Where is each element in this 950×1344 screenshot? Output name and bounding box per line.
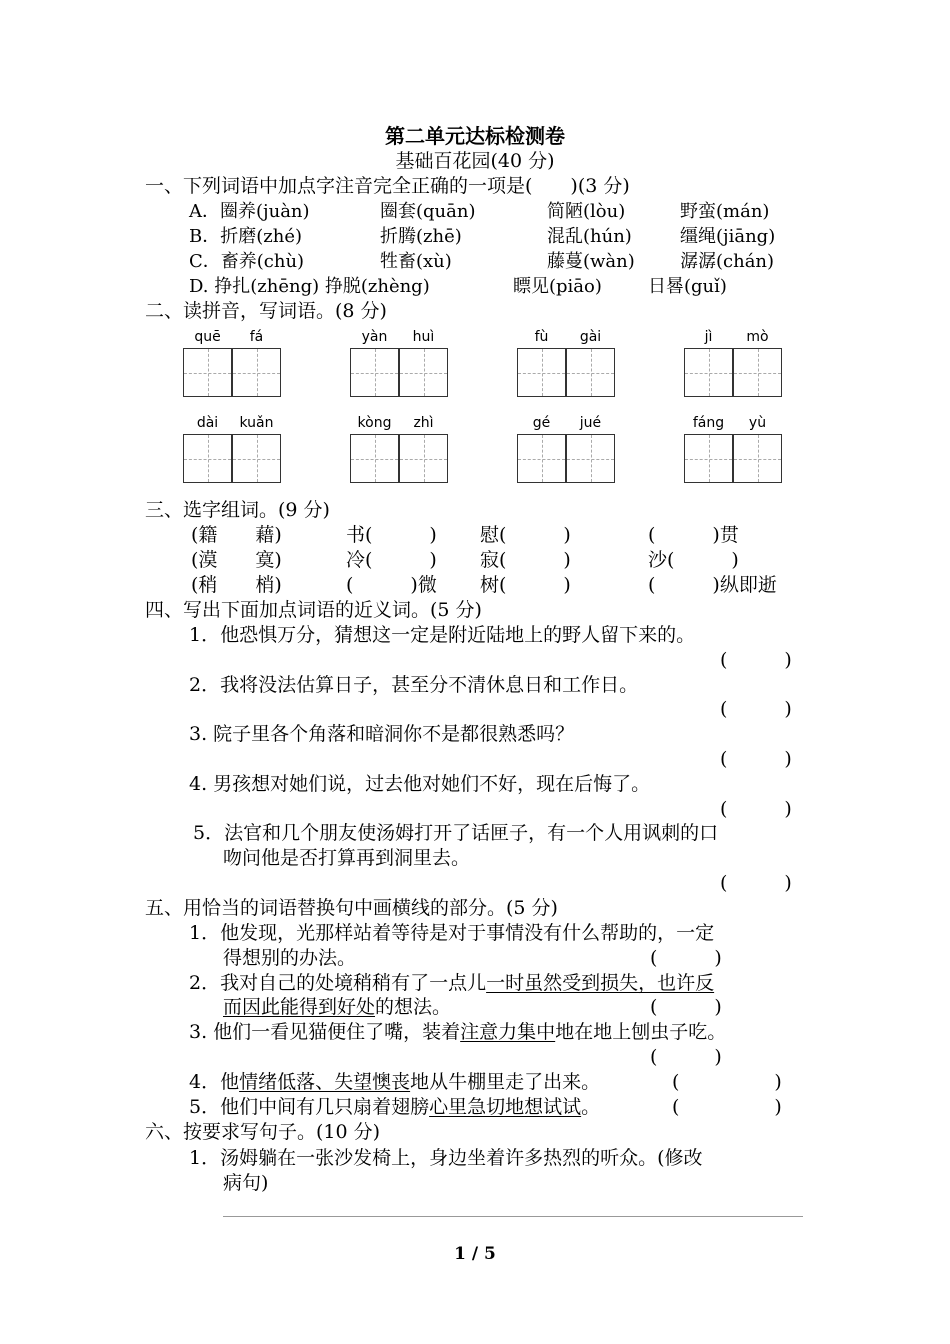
plain-text: 的想法。: [375, 996, 452, 1018]
q3-cell[interactable]: ( )纵即逝: [648, 574, 777, 596]
q3-cell: (漠 寞): [191, 549, 282, 571]
plain-text: 地从牛棚里走了出来。: [410, 1071, 601, 1093]
q3-cell[interactable]: 书( ): [346, 524, 437, 546]
q5-item-4: [189, 1073, 600, 1092]
underlined-phrase: 注意力集中: [460, 1021, 556, 1043]
q2-heading: 二、读拼音，写词语。(8 分): [145, 300, 387, 322]
writing-box[interactable]: [232, 348, 281, 397]
pinyin: yù: [748, 415, 767, 431]
q1-a-2: 圈套(quān): [380, 201, 476, 222]
plain-text: 4．他: [189, 1071, 240, 1093]
q4-item-1: 1．他恐惧万分，猜想这一定是附近陆地上的野人留下来的。: [189, 624, 696, 646]
q5-answer-4[interactable]: ( ): [672, 1071, 782, 1093]
pinyin: fáng: [692, 415, 725, 431]
underlined-phrase: 情绪低落、失望懊丧: [239, 1071, 411, 1093]
writing-box[interactable]: [232, 434, 281, 483]
writing-box[interactable]: [733, 434, 782, 483]
q4-heading: 四、写出下面加点词语的近义词。(5 分): [145, 599, 482, 621]
pinyin: yàn: [361, 329, 388, 345]
q4-answer-1[interactable]: ( ): [720, 649, 792, 671]
pinyin: zhì: [413, 415, 434, 431]
q3-cell[interactable]: ( )贯: [648, 524, 739, 546]
page-number: 1 / 5: [454, 1244, 496, 1264]
q4-item-3: 3. 院子里各个角落和暗洞你不是都很熟悉吗？: [189, 723, 575, 745]
writing-box[interactable]: [684, 348, 733, 397]
q5-answer-1[interactable]: ( ): [650, 947, 722, 969]
q1-b-1: B．折磨(zhé): [189, 226, 303, 247]
q5-answer-2[interactable]: ( ): [650, 996, 722, 1018]
q3-cell[interactable]: 冷( ): [346, 549, 437, 571]
writing-box[interactable]: [517, 348, 566, 397]
q4-item-4: 4. 男孩想对她们说，过去他对她们不好，现在后悔了。: [189, 773, 651, 795]
pinyin: mò: [746, 329, 769, 345]
writing-box[interactable]: [684, 434, 733, 483]
q6-heading: 六、按要求写句子。(10 分): [145, 1121, 381, 1143]
underlined-phrase: 心里急切地想试试: [429, 1096, 582, 1118]
pinyin: quē: [194, 329, 221, 345]
q1-b-4: 缰绳(jiāng): [680, 226, 776, 247]
writing-box[interactable]: [350, 348, 399, 397]
page-subtitle: 基础百花园(40 分): [395, 150, 555, 172]
pinyin: jì: [704, 329, 713, 345]
writing-box[interactable]: [183, 348, 232, 397]
q3-cell[interactable]: 寂( ): [480, 549, 571, 571]
q4-item-5: 5．法官和几个朋友使汤姆打开了话匣子，有一个人用讽刺的口: [193, 822, 719, 844]
q1-heading: 一、下列词语中加点字注音完全正确的一项是( )(3 分): [145, 175, 630, 197]
q3-cell[interactable]: 慰( ): [480, 524, 571, 546]
q1-a-1: A．圈养(juàn): [189, 201, 310, 222]
q1-c-3: 藤蔓(wàn): [547, 251, 635, 272]
pinyin: dài: [196, 415, 219, 431]
pinyin: fá: [249, 329, 264, 345]
pinyin: jué: [579, 415, 602, 431]
q1-d-2: 瞟见(piāo): [513, 276, 602, 297]
q5-answer-3[interactable]: ( ): [650, 1046, 722, 1068]
q3-cell[interactable]: ( )微: [346, 574, 437, 596]
q5-item-1: 1．他发现，光那样站着等待是对于事情没有什么帮助的，一定: [189, 922, 715, 944]
plain-text: 地在地上刨虫子吃。: [555, 1021, 727, 1043]
pinyin: kuǎn: [239, 415, 274, 431]
q1-a-4: 野蛮(mán): [680, 201, 770, 222]
q4-answer-4[interactable]: ( ): [720, 798, 792, 820]
writing-box[interactable]: [183, 434, 232, 483]
q1-b-3: 混乱(hún): [547, 226, 632, 247]
plain-text: 。: [581, 1096, 601, 1118]
q1-c-4: 潺潺(chán): [680, 251, 775, 272]
q1-c-2: 牲畜(xù): [380, 251, 452, 272]
pinyin: gài: [579, 329, 602, 345]
writing-box[interactable]: [566, 348, 615, 397]
q1-b-2: 折腾(zhē): [380, 226, 462, 247]
underlined-phrase: 而因此能得到好处: [223, 996, 376, 1018]
q4-item-2: 2．我将没法估算日子，甚至分不清休息日和工作日。: [189, 674, 639, 696]
q4-answer-3[interactable]: ( ): [720, 748, 792, 770]
q4-answer-2[interactable]: ( ): [720, 698, 792, 720]
writing-box[interactable]: [399, 348, 448, 397]
pinyin: gé: [532, 415, 551, 431]
pinyin: kòng: [357, 415, 392, 431]
plain-text: 2．我对自己的处境稍稍有了一点儿: [189, 972, 487, 994]
writing-box[interactable]: [350, 434, 399, 483]
q5-item-2-cont: [223, 998, 451, 1017]
writing-box[interactable]: [517, 434, 566, 483]
writing-box[interactable]: [399, 434, 448, 483]
q1-c-1: C．畜养(chù): [189, 251, 305, 272]
q1-a-3: 简陋(lòu): [547, 201, 626, 222]
pinyin: huì: [412, 329, 435, 345]
q6-item-1-cont: 病句): [223, 1172, 269, 1194]
underlined-phrase: 一时虽然受到损失，也许反: [486, 972, 715, 994]
q1-d-3: 日晷(guǐ): [648, 276, 727, 297]
answer-line[interactable]: [223, 1216, 803, 1217]
q5-heading: 五、用恰当的词语替换句中画横线的部分。(5 分): [145, 897, 558, 919]
q3-cell[interactable]: 沙( ): [648, 549, 739, 571]
q5-item-2: [189, 974, 714, 993]
q4-item-5-cont: 吻问他是否打算再到洞里去。: [223, 847, 471, 869]
pinyin: fù: [534, 329, 549, 345]
q3-heading: 三、选字组词。(9 分): [145, 499, 330, 521]
writing-box[interactable]: [566, 434, 615, 483]
q5-answer-5[interactable]: ( ): [672, 1096, 782, 1118]
q1-d-1: D. 挣扎(zhēng) 挣脱(zhèng): [189, 276, 430, 297]
plain-text: 3. 他们一看见猫便住了嘴，装着: [189, 1021, 461, 1043]
plain-text: 5．他们中间有几只扇着翅膀: [189, 1096, 430, 1118]
page-title: 第二单元达标检测卷: [385, 124, 565, 148]
q4-answer-5[interactable]: ( ): [720, 872, 792, 894]
q3-cell[interactable]: 树( ): [480, 574, 571, 596]
q6-item-1: 1．汤姆躺在一张沙发椅上，身边坐着许多热烈的听众。(修改: [189, 1147, 703, 1169]
q3-cell: (稍 梢): [191, 574, 282, 596]
q5-item-5: [189, 1098, 600, 1117]
q3-cell: (籍 藉): [191, 524, 282, 546]
q5-item-3: [189, 1023, 726, 1042]
q5-item-1-cont: 得想别的办法。: [223, 947, 357, 969]
writing-box[interactable]: [733, 348, 782, 397]
